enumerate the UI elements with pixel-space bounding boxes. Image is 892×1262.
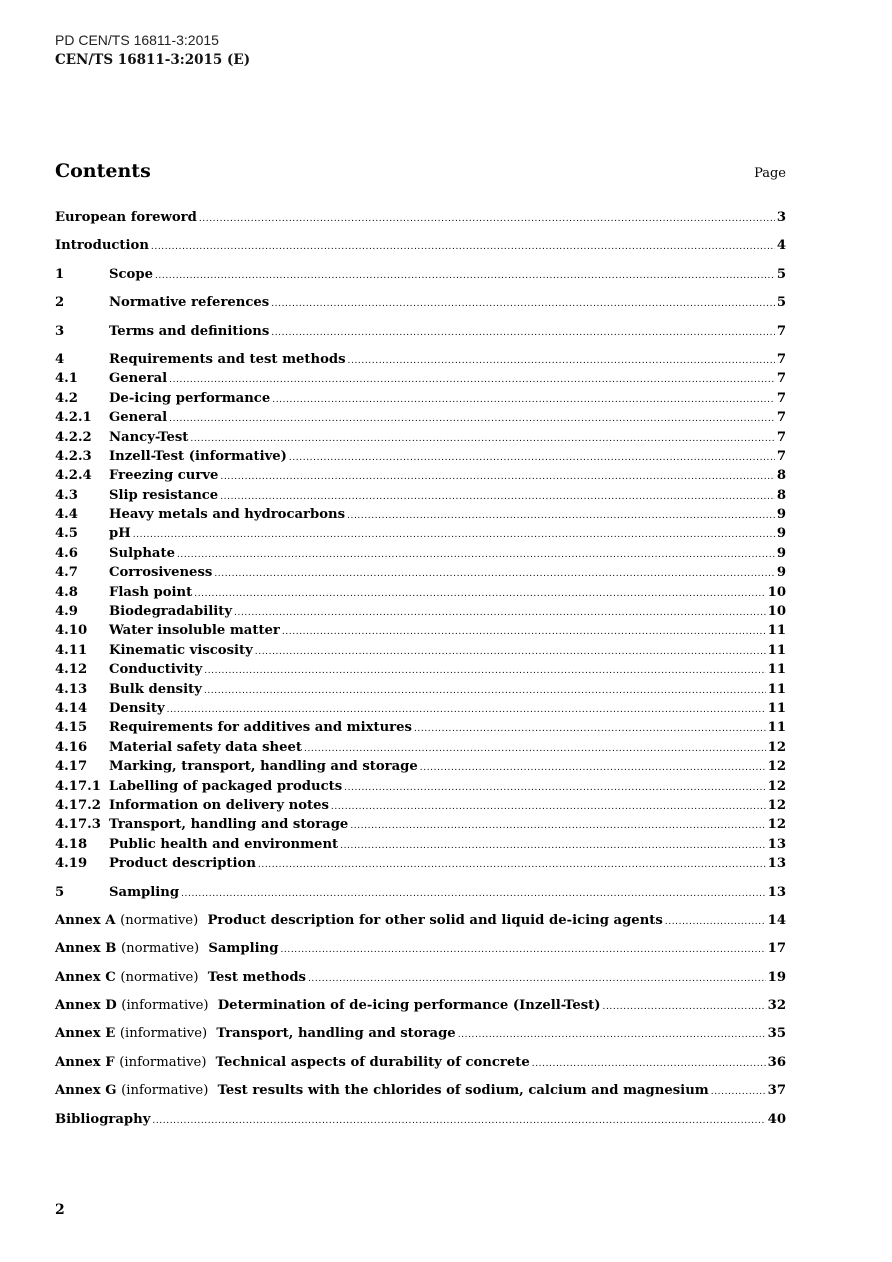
toc-entry-page: 9 [776, 526, 786, 542]
toc-entry-title: Nancy-Test [109, 429, 189, 445]
toc-entry-page: 12 [767, 817, 786, 833]
toc-entry-page: 11 [767, 642, 786, 658]
toc-leader-dots [204, 682, 766, 701]
annex-label [55, 996, 218, 1015]
toc-leader-dots [308, 970, 766, 989]
toc-entry[interactable] [55, 835, 786, 854]
toc-entry[interactable] [55, 563, 786, 582]
annex-page: 32 [767, 998, 786, 1014]
toc-entry[interactable] [55, 428, 786, 447]
toc-entry[interactable] [55, 293, 786, 312]
toc-leader-dots [414, 720, 766, 739]
table-of-contents [55, 208, 786, 1129]
page-number: 2 [55, 1202, 65, 1218]
toc-entry-page: 13 [767, 856, 786, 872]
toc-entry-title: Conductivity [109, 662, 203, 678]
toc-entry-number: 4 [55, 351, 65, 367]
toc-entry-page: 9 [776, 565, 786, 581]
toc-leader-dots [133, 526, 775, 545]
toc-entry-title: European foreword [55, 210, 197, 225]
annex-type: (informative) [119, 1026, 208, 1042]
annex-letter: Annex C [55, 969, 116, 985]
document-id-header: PD CEN/TS 16811-3:2015 [55, 32, 219, 48]
toc-entry[interactable] [55, 236, 786, 255]
toc-entry-page: 13 [767, 836, 786, 852]
toc-leader-dots [169, 410, 775, 429]
toc-entry-title: Heavy metals and hydrocarbons [109, 507, 346, 523]
toc-entry-number: 4.3 [55, 487, 78, 503]
toc-entry[interactable] [55, 447, 786, 466]
toc-entry-number: 5 [55, 884, 65, 900]
toc-entry-page: 9 [776, 507, 786, 523]
bibliography-page: 40 [767, 1111, 786, 1127]
toc-leader-dots [181, 885, 766, 904]
toc-annex-entry[interactable] [55, 996, 786, 1015]
toc-entry-number: 4.13 [55, 681, 88, 697]
toc-entry-page: 7 [776, 371, 786, 387]
annex-page: 17 [767, 941, 786, 957]
toc-entry[interactable] [55, 883, 786, 902]
toc-leader-dots [348, 352, 775, 371]
toc-entry[interactable] [55, 680, 786, 699]
toc-entry[interactable] [55, 777, 786, 796]
annex-title: Test methods [207, 969, 306, 985]
toc-entry-number: 4.1 [55, 371, 78, 387]
toc-entry-title: Normative references [109, 295, 270, 311]
toc-entry-page: 12 [767, 759, 786, 775]
annex-page: 37 [767, 1083, 786, 1099]
toc-entry-page: 13 [767, 884, 786, 900]
annex-letter: Annex G [55, 1083, 117, 1099]
toc-leader-dots [199, 210, 775, 229]
toc-entry[interactable] [55, 208, 786, 227]
annex-type: (informative) [119, 1054, 207, 1070]
toc-entry-number: 4.17.1 [55, 778, 101, 794]
toc-entry-title: Product description [109, 856, 256, 872]
annex-label [55, 1081, 218, 1100]
toc-leader-dots [194, 585, 765, 604]
toc-leader-dots [167, 701, 766, 720]
toc-entry-page: 7 [776, 448, 786, 464]
annex-letter: Annex D [55, 998, 117, 1014]
annex-label [55, 1024, 216, 1043]
toc-entry[interactable] [55, 815, 786, 834]
toc-entry-page: 11 [767, 681, 786, 697]
toc-leader-dots [271, 295, 775, 314]
toc-leader-dots [220, 488, 775, 507]
toc-entry-page: 12 [767, 739, 786, 755]
annex-type: (normative) [120, 969, 199, 985]
annex-letter: Annex A [55, 912, 116, 928]
toc-entry-number: 4.17 [55, 759, 88, 775]
toc-bibliography-entry[interactable] [55, 1110, 786, 1129]
toc-entry-title: Water insoluble matter [109, 623, 280, 639]
toc-annex-entry[interactable] [55, 1024, 786, 1043]
toc-leader-dots [151, 238, 775, 257]
toc-entry-page: 8 [776, 468, 786, 484]
toc-entry-page: 12 [767, 778, 786, 794]
toc-entry-number: 2 [55, 295, 65, 311]
toc-entry-title: Inzell-Test (informative) [109, 448, 287, 464]
toc-entry[interactable] [55, 738, 786, 757]
toc-entry[interactable] [55, 369, 786, 388]
toc-entry-title: Sulphate [109, 545, 175, 561]
toc-entry-number: 4.2.3 [55, 448, 92, 464]
toc-leader-dots [258, 856, 766, 875]
toc-entry-title: Scope [109, 266, 153, 282]
toc-entry[interactable] [55, 854, 786, 873]
toc-entry[interactable] [55, 505, 786, 524]
toc-entry-number: 4.17.2 [55, 797, 101, 813]
toc-leader-dots [532, 1055, 766, 1074]
toc-leader-dots [344, 779, 766, 798]
toc-entry-number: 4.4 [55, 507, 78, 523]
annex-letter: Annex F [55, 1054, 115, 1070]
toc-leader-dots [204, 662, 765, 681]
toc-leader-dots [665, 913, 766, 932]
toc-entry-number: 4.17.3 [55, 817, 101, 833]
toc-entry-page: 10 [767, 584, 786, 600]
toc-entry-page: 11 [767, 700, 786, 716]
toc-annex-entry[interactable] [55, 1053, 786, 1072]
toc-annex-entry[interactable] [55, 939, 786, 958]
toc-entry-page: 5 [776, 266, 786, 282]
annex-letter: Annex B [55, 941, 117, 957]
toc-leader-dots [234, 604, 766, 623]
annex-page: 19 [767, 969, 786, 985]
toc-entry[interactable] [55, 621, 786, 640]
toc-entry-title: Transport, handling and storage [109, 817, 349, 833]
toc-entry[interactable] [55, 466, 786, 485]
toc-entry-page: 10 [767, 604, 786, 620]
toc-entry-page: 7 [776, 390, 786, 406]
toc-entry-page: 4 [776, 238, 786, 254]
annex-title: Product description for other solid and liquid de-icing agents [207, 912, 663, 928]
annex-title: Sampling [208, 941, 279, 957]
toc-entry-number: 4.18 [55, 836, 88, 852]
annex-page: 36 [767, 1054, 786, 1070]
toc-leader-dots [214, 565, 775, 584]
toc-entry-title: Density [109, 700, 165, 716]
annex-label [55, 911, 207, 930]
toc-leader-dots [282, 623, 766, 642]
toc-entry-title: Requirements for additives and mixtures [109, 720, 412, 736]
toc-entry[interactable] [55, 389, 786, 408]
toc-entry-title: De-icing performance [109, 390, 271, 406]
annex-page: 35 [767, 1026, 786, 1042]
toc-entry-number: 4.16 [55, 739, 88, 755]
toc-leader-dots [304, 740, 766, 759]
toc-entry-title: Flash point [109, 584, 193, 600]
page-column-label: Page [754, 166, 786, 181]
toc-entry-page: 7 [776, 410, 786, 426]
toc-entry-number: 4.8 [55, 584, 78, 600]
toc-entry-number: 4.2 [55, 390, 78, 406]
toc-entry-title: Labelling of packaged products [109, 778, 343, 794]
toc-leader-dots [711, 1083, 766, 1102]
toc-leader-dots [220, 468, 774, 487]
toc-entry-page: 7 [776, 351, 786, 367]
toc-leader-dots [347, 507, 775, 526]
toc-entry-title: Freezing curve [109, 468, 219, 484]
toc-entry-title: Information on delivery notes [109, 797, 329, 813]
toc-entry[interactable] [55, 641, 786, 660]
toc-entry[interactable] [55, 408, 786, 427]
annex-title: Technical aspects of durability of concrete [215, 1054, 530, 1070]
toc-entry[interactable] [55, 602, 786, 621]
toc-entry-title: Terms and definitions [109, 323, 270, 339]
toc-leader-dots [289, 449, 775, 468]
toc-entry[interactable] [55, 757, 786, 776]
toc-entry-title: pH [109, 526, 131, 542]
toc-entry[interactable] [55, 350, 786, 369]
toc-entry-number: 4.9 [55, 604, 78, 620]
annex-title: Test results with the chlorides of sodium, calcium and magnesium [217, 1083, 709, 1099]
toc-entry[interactable] [55, 718, 786, 737]
toc-leader-dots [255, 643, 766, 662]
toc-annex-entry[interactable] [55, 1081, 786, 1100]
toc-leader-dots [280, 941, 765, 960]
toc-leader-dots [602, 998, 765, 1017]
toc-entry-number: 4.2.4 [55, 468, 92, 484]
annex-label [55, 1053, 216, 1072]
toc-entry[interactable] [55, 583, 786, 602]
annex-letter: Annex E [55, 1026, 116, 1042]
toc-entry-title: Marking, transport, handling and storage [109, 759, 418, 775]
toc-entry-page: 9 [776, 545, 786, 561]
toc-entry-number: 4.2.2 [55, 429, 92, 445]
annex-title: Transport, handling and storage [216, 1026, 456, 1042]
toc-entry[interactable] [55, 524, 786, 543]
toc-entry-number: 4.11 [55, 642, 88, 658]
toc-leader-dots [155, 267, 775, 286]
annex-type: (normative) [121, 941, 200, 957]
toc-leader-dots [350, 817, 765, 836]
annex-type: (informative) [121, 1083, 209, 1099]
toc-entry-title: Sampling [109, 884, 180, 900]
toc-entry-title: Biodegradability [109, 604, 233, 620]
toc-entry-page: 8 [776, 487, 786, 503]
annex-title: Determination of de-icing performance (Inzell-Test) [217, 998, 601, 1014]
toc-entry-number: 4.14 [55, 700, 88, 716]
document-id-subheader: CEN/TS 16811-3:2015 (E) [55, 52, 251, 68]
toc-entry-number: 4.10 [55, 623, 88, 639]
annex-page: 14 [767, 912, 786, 928]
toc-entry-page: 11 [767, 623, 786, 639]
toc-entry[interactable] [55, 486, 786, 505]
toc-leader-dots [272, 391, 775, 410]
toc-entry-title: General [109, 410, 168, 426]
toc-entry-title: Requirements and test methods [109, 351, 346, 367]
toc-entry[interactable] [55, 699, 786, 718]
contents-heading: Contents [55, 160, 151, 182]
toc-entry-title: General [109, 371, 168, 387]
toc-leader-dots [169, 371, 775, 390]
toc-annex-entry[interactable] [55, 968, 786, 987]
toc-entry-page: 7 [776, 323, 786, 339]
toc-entry-number: 4.12 [55, 662, 88, 678]
bibliography-title: Bibliography [55, 1111, 151, 1127]
toc-entry-title: Slip resistance [109, 487, 219, 503]
toc-annex-entry[interactable] [55, 911, 786, 930]
toc-entry-title: Introduction [55, 238, 149, 254]
toc-leader-dots [420, 759, 766, 778]
toc-entry-number: 4.7 [55, 565, 78, 581]
annex-type: (normative) [120, 912, 199, 928]
toc-entry-page: 7 [776, 429, 786, 445]
toc-entry-page: 12 [767, 797, 786, 813]
toc-leader-dots [340, 837, 766, 856]
toc-entry-title: Corrosiveness [109, 565, 213, 581]
toc-entry-page: 11 [767, 720, 786, 736]
toc-leader-dots [271, 324, 775, 343]
annex-label [55, 968, 208, 987]
toc-entry-number: 4.6 [55, 545, 78, 561]
toc-leader-dots [177, 546, 775, 565]
toc-entry-title: Kinematic viscosity [109, 642, 253, 658]
toc-entry-number: 4.15 [55, 720, 88, 736]
toc-entry-page: 5 [776, 295, 786, 311]
toc-entry-page: 11 [767, 662, 786, 678]
toc-entry[interactable] [55, 322, 786, 341]
toc-entry-number: 1 [55, 266, 65, 282]
toc-entry[interactable] [55, 544, 786, 563]
toc-entry[interactable] [55, 796, 786, 815]
toc-entry-number: 4.2.1 [55, 410, 92, 426]
toc-leader-dots [458, 1026, 766, 1045]
toc-entry[interactable] [55, 265, 786, 284]
annex-label [55, 939, 208, 958]
toc-entry-title: Material safety data sheet [109, 739, 302, 755]
toc-entry-title: Public health and environment [109, 836, 339, 852]
toc-entry-number: 4.5 [55, 526, 78, 542]
toc-leader-dots [331, 798, 766, 817]
toc-entry[interactable] [55, 660, 786, 679]
toc-entry-title: Bulk density [109, 681, 202, 697]
toc-entry-page: 3 [776, 210, 786, 225]
toc-entry-number: 4.19 [55, 856, 88, 872]
annex-type: (informative) [121, 998, 209, 1014]
toc-entry-number: 3 [55, 323, 65, 339]
toc-leader-dots [152, 1112, 765, 1131]
toc-leader-dots [190, 430, 774, 449]
